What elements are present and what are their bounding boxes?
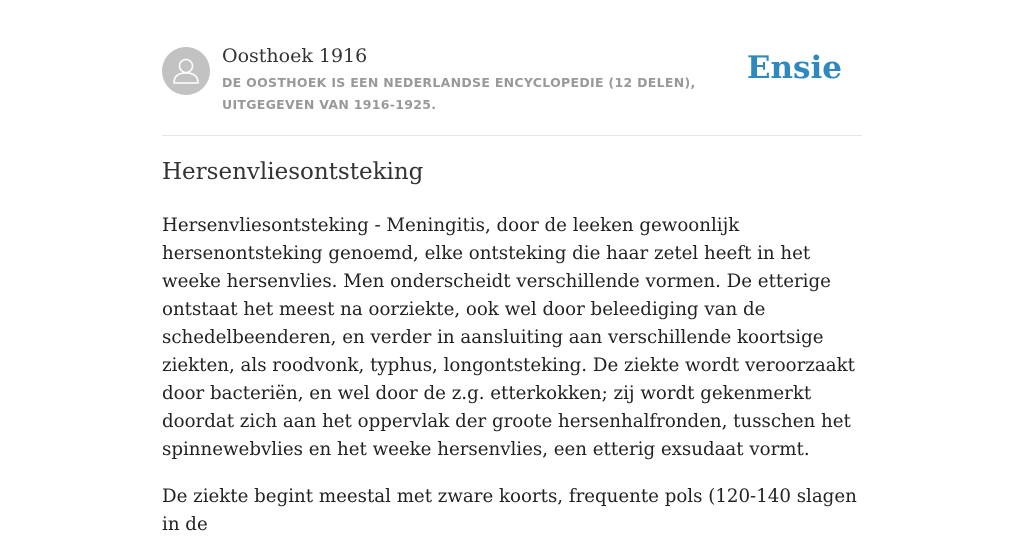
article-paragraph: Hersenvliesontsteking - Meningitis, door de leeken gewoonlijk hersenontsteking genoemd, elke ontsteking die haar zetel heeft in het weeke hersenvlies. Men onderscheidt verschillende vormen. De etterige ontstaat het meest na oorziekte, ook wel door beleediging van de schedelbeenderen, en verder in aansluiting aan verschillende koortsige ziekten, als roodvonk, typhus, longontsteking. De ziekte wordt veroorzaakt door bacteriën, en wel door de z.g. etterkokken; zij wordt gekenmerkt doordat zich aan het oppervlak der groote hersenhalfronden, tusschen het spinnewebvlies en het weeke hersenvlies, een etterig exsudaat vormt.: [162, 215, 855, 460]
avatar[interactable]: [162, 47, 210, 95]
user-silhouette-icon: [162, 47, 210, 95]
ensie-logo-link[interactable]: Ensie: [746, 50, 842, 86]
source-title[interactable]: Oosthoek 1916: [222, 45, 368, 67]
source-header: [162, 0, 862, 136]
article-paragraph: De ziekte begint meestal met zware koorts, frequente pols (120-140 slagen in de: [162, 486, 857, 535]
article-body: [162, 212, 862, 558]
source-description: DE OOSTHOEK IS EEN NEDERLANDSE ENCYCLOPEDIE (12 DELEN), UITGEGEVEN VAN 1916-1925.: [222, 75, 696, 112]
content-column: [162, 0, 862, 535]
article-title: Hersenvliesontsteking: [162, 159, 424, 185]
